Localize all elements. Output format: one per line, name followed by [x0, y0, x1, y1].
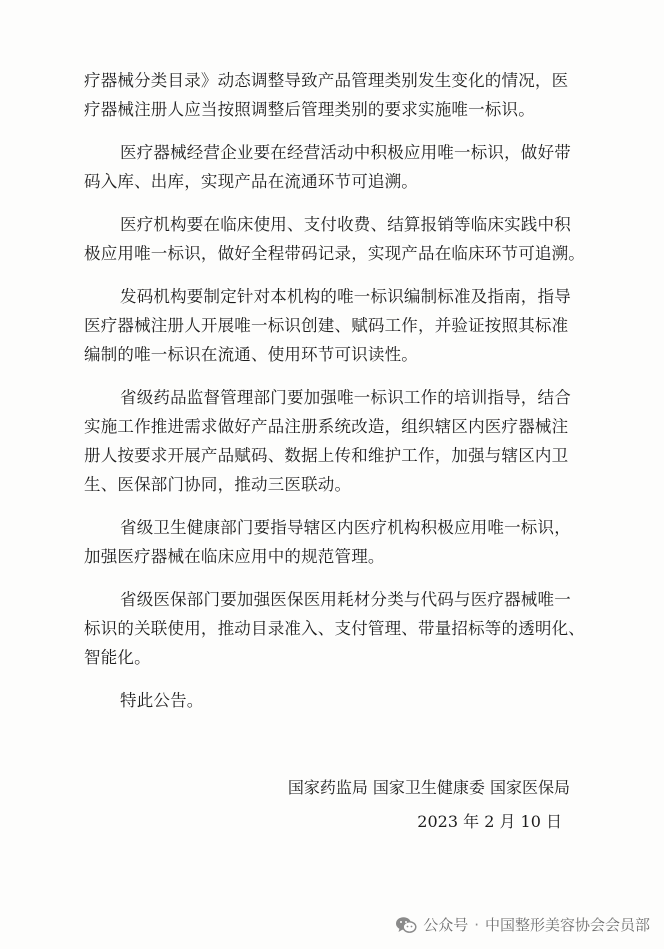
account-name: 中国整形美容协会会员部 [484, 916, 650, 934]
text-line: 实施工作推进需求做好产品注册系统改造，组织辖区内医疗器械注 [84, 417, 569, 436]
text-line: 医疗器械注册人开展唯一标识创建、赋码工作，并验证按照其标准 [84, 316, 569, 335]
text-line: 标识的关联使用，推动目录准入、支付管理、带量招标等的透明化、 [84, 619, 585, 638]
paragraph-gap [84, 499, 584, 513]
text-line: 医疗器械经营企业要在经营活动中积极应用唯一标识，做好带 [120, 143, 571, 162]
text-line: 疗器械注册人应当按照调整后管理类别的要求实施唯一标识。 [84, 100, 535, 119]
text-line: 医疗机构要在临床使用、支付收费、结算报销等临床实践中积 [120, 215, 571, 234]
platform-label: 公众号 [423, 916, 469, 934]
document-body [84, 66, 584, 715]
issue-date: 2023 年 2 月 10 日 [417, 812, 562, 831]
paragraph-gap [84, 124, 584, 138]
text-line: 特此公告。 [120, 691, 204, 710]
paragraph [84, 686, 584, 715]
text-line: 生、医保部门协同，推动三医联动。 [84, 475, 352, 494]
paragraph [84, 138, 584, 196]
paragraph [84, 513, 584, 571]
paragraph-gap [84, 196, 584, 210]
paragraph-gap [84, 268, 584, 282]
paragraph [84, 66, 584, 124]
issuing-organizations: 国家药监局 国家卫生健康委 国家医保局 [287, 778, 570, 797]
text-line: 编制的唯一标识在流通、使用环节可识读性。 [84, 345, 418, 364]
paragraph-gap [84, 571, 584, 585]
text-line: 智能化。 [84, 648, 151, 667]
text-line: 疗器械分类目录》动态调整导致产品管理类别发生变化的情况，医 [84, 71, 569, 90]
paragraph-gap [84, 369, 584, 383]
paragraph [84, 383, 584, 499]
text-line: 省级药品监督管理部门要加强唯一标识工作的培训指导，结合 [120, 388, 571, 407]
wechat-watermark [395, 914, 650, 935]
signature-block [288, 773, 570, 837]
text-line: 极应用唯一标识，做好全程带码记录，实现产品在临床环节可追溯。 [84, 244, 585, 263]
text-line: 码入库、出库，实现产品在流通环节可追溯。 [84, 172, 418, 191]
text-line: 加强医疗器械在临床应用中的规范管理。 [84, 547, 385, 566]
paragraph [84, 210, 584, 268]
paragraph-gap [84, 672, 584, 686]
text-line: 省级医保部门要加强医保医用耗材分类与代码与医疗器械唯一 [120, 590, 571, 609]
text-line: 发码机构要制定针对本机构的唯一标识编制标准及指南，指导 [120, 287, 571, 306]
paragraph [84, 282, 584, 369]
wechat-icon [395, 916, 417, 934]
paragraph [84, 585, 584, 672]
separator-dot: · [474, 915, 479, 934]
text-line: 册人按要求开展产品赋码、数据上传和维护工作，加强与辖区内卫 [84, 446, 569, 465]
text-line: 省级卫生健康部门要指导辖区内医疗机构积极应用唯一标识， [120, 518, 571, 537]
